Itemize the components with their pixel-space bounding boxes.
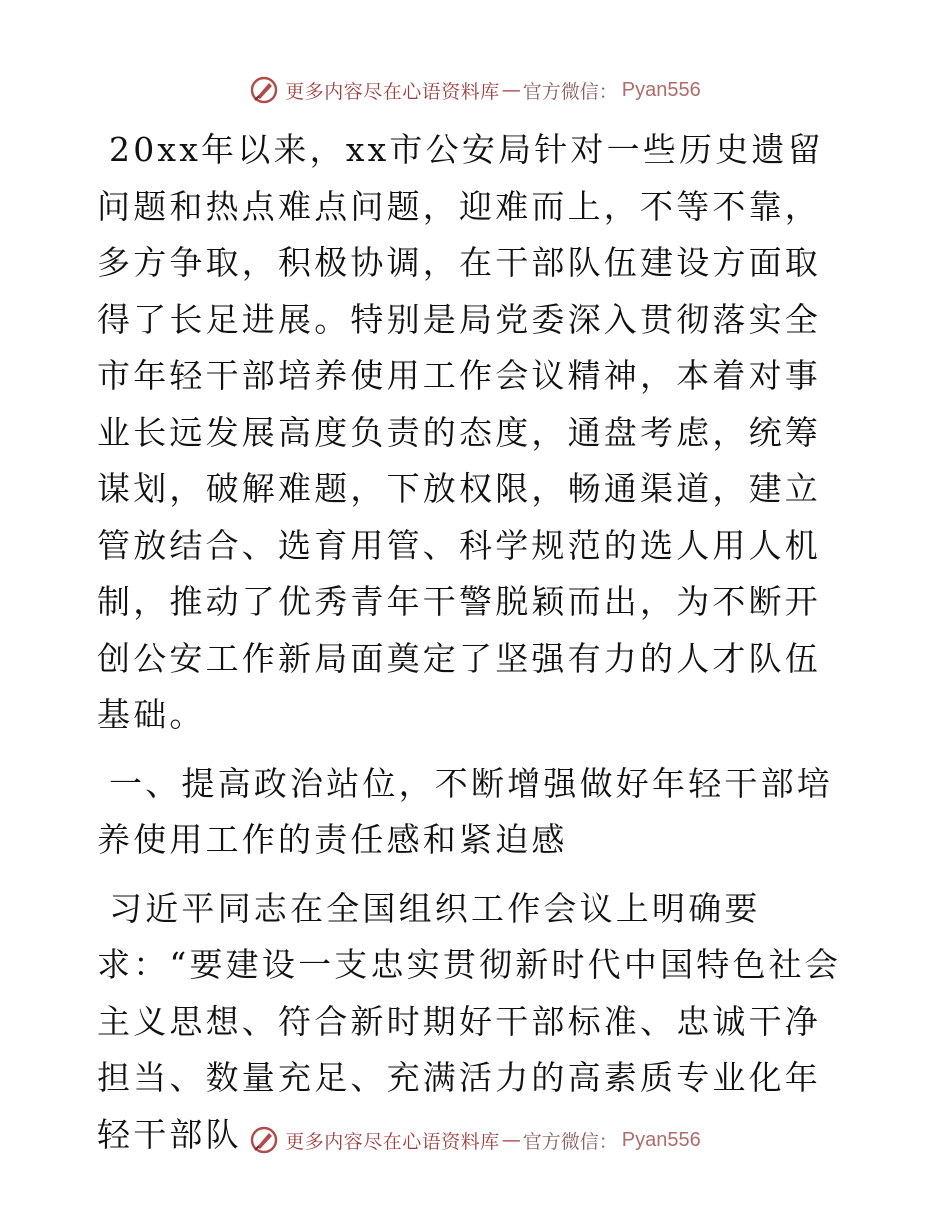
quill-logo-icon bbox=[249, 1125, 279, 1155]
watermark-separator: — bbox=[501, 79, 521, 101]
watermark-text: 更多内容尽在心语资料库 bbox=[285, 1130, 500, 1153]
watermark-wechat-label: 官方微信： bbox=[522, 1130, 618, 1153]
document-body bbox=[97, 122, 857, 1163]
paragraph-intro-text: 20xx年以来，xx市公安局针对一些历史遗留问题和热点难点问题，迎难而上，不等不靠，多方争取，积极协调，在干部队伍建设方面取得了长足进展。特别是局党委深入贯彻落实全市年轻干部培养使用工作会议精神，本着对事业长远发展高度负责的态度，通盘考虑，统筹谋划，破解难题，下放权限，畅通渠道，建立管放结合、选育用管、科学规范的选人用人机制，推动了优秀青年干警脱颖而出，为不断开创公安工作新局面奠定了坚强有力的人才队伍基础。 bbox=[97, 130, 824, 734]
section-heading-text: 一、提高政治站位，不断增强做好年轻干部培养使用工作的责任感和紧迫感 bbox=[97, 763, 833, 859]
watermark-separator: — bbox=[501, 1129, 521, 1151]
section-heading bbox=[97, 756, 857, 869]
quill-logo-icon bbox=[249, 75, 279, 105]
watermark-wechat-id: Pyan556 bbox=[621, 1128, 701, 1151]
watermark-banner-top bbox=[0, 72, 950, 108]
paragraph-intro bbox=[97, 122, 857, 744]
watermark-wechat-label: 官方微信： bbox=[522, 80, 618, 103]
watermark-banner-bottom bbox=[0, 1122, 950, 1158]
paragraph-quote-text: 习近平同志在全国组织工作会议上明确要求：“要建设一支忠实贯彻新时代中国特色社会主义思想、符合新时期好干部标准、忠诚干净担当、数量充足、充满活力的高素质专业化年轻干部队 bbox=[97, 888, 842, 1154]
watermark-text: 更多内容尽在心语资料库 bbox=[285, 80, 500, 103]
watermark-wechat-id: Pyan556 bbox=[621, 78, 701, 101]
paragraph-quote bbox=[97, 881, 857, 1164]
